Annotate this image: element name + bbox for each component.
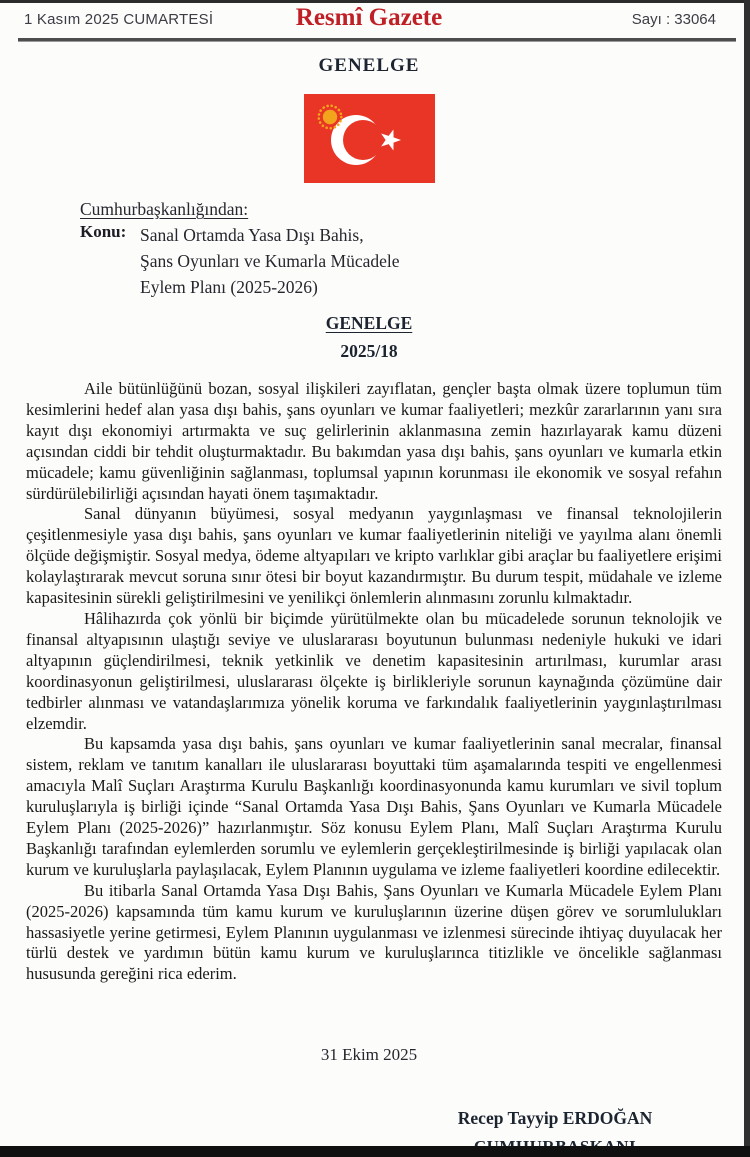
turkish-presidential-flag-icon (304, 94, 435, 183)
paragraph: Aile bütünlüğünü bozan, sosyal ilişkileri zayıflatan, gençler başta olmak üzere toplumun tüm kesimlerini hedef alan yasa dışı bahis, şans oyunları ve kumar faaliyetleri; mezkûr zararlarının yanı sıra kayıt dışı ekonomiyi artırmakta ve suç gelirlerinin aklanmasına zemin hazırlayarak kamu düzeni açısından ciddi bir tehdit oluşturmaktadır. Bu bakımdan yasa dışı bahis, şans oyunları ve kumarla etkin mücadele; kamu güvenliğinin sağlanması, toplumsal yapının korunması ile ekonomik ve sosyal refahın sürdürülebilirliği açısından hayati önem taşımaktadır. (26, 379, 722, 503)
gazette-issue-number: Sayı : 33064 (631, 11, 716, 28)
paragraph: Sanal dünyanın büyümesi, sosyal medyanın yaygınlaşması ve finansal teknolojilerin çeşitlenmesiyle yasa dışı bahis, şans oyunları ve kumar faaliyetlerinin niteliği ve yayılma alanı önemli ölçüde değişmiştir. Sosyal medya, ödeme altyapıları ve kripto varlıklar gibi araçlar bu faaliyetlere erişimi kolaylaştırarak mevcut soruna sınır ötesi bir boyut kazandırmıştır. Bu durum tespit, müdahale ve izleme kapasitesinin sürekli geliştirilmesini ve yenilikçi önlemlerin alınmasını zorunlu kılmaktadır. (26, 504, 722, 608)
scan-border-top (0, 0, 750, 3)
subject-line: Şans Oyunları ve Kumarla Mücadele (140, 251, 400, 271)
signature-date: 31 Ekim 2025 (320, 1045, 418, 1064)
document-heading: GENELGE (318, 55, 420, 76)
masthead-divider (18, 38, 736, 42)
scan-border-right (744, 0, 750, 1157)
paragraph: Bu itibarla Sanal Ortamda Yasa Dışı Bahis, Şans Oyunları ve Kumarla Mücadele Eylem Planı (2025-2026) kapsamında tüm kamu kurum ve kuruluşlarının üzerine düşen görev ve sorumlulukları hassasiyetle yerine getirmesi, Eylem Planının uygulanması ve izlenmesi sürecinde ihtiyaç duyulacak her türlü destek ve yardımın bütün kamu kurum ve kuruluşlarınca titizlikle ve öncelikle sağlanması hususunda gereğini rica ederim. (26, 880, 722, 984)
subject-label: Konu: (80, 222, 127, 241)
circular-body (26, 379, 722, 985)
presidential-sun-icon (323, 110, 337, 124)
crescent-inner (343, 120, 383, 160)
gazette-title: Resmî Gazete (295, 4, 443, 31)
subject-lines (140, 222, 400, 300)
gazette-date: 1 Kasım 2025 CUMARTESİ (24, 11, 214, 28)
scan-border-bottom (0, 1146, 750, 1157)
circular-subheading: GENELGE (325, 313, 413, 333)
subject-line: Sanal Ortamda Yasa Dışı Bahis, (140, 225, 364, 245)
issuing-authority: Cumhurbaşkanlığından: (80, 199, 249, 219)
signature-name: Recep Tayyip ERDOĞAN (457, 1108, 653, 1128)
paragraph: Bu kapsamda yasa dışı bahis, şans oyunları ve kumar faaliyetlerinin sanal mecralar, finansal sistem, reklam ve tanıtım kanalları ile uluslararası boyuttaki tüm aşamalarında tespiti ve engellenmesi amacıyla Malî Suçları Araştırma Kurulu Başkanlığı koordinasyonunda kamu kurumları ve sivil toplum kuruluşlarıyla iş birliği içinde “Sanal Ortamda Yasa Dışı Bahis, Şans Oyunları ve Kumarla Mücadele Eylem Planı (2025-2026)” hazırlanmıştır. Söz konusu Eylem Planı, Malî Suçları Araştırma Kurulu Başkanlığı tarafından eylemlerden sorumlu ve eylemlerin gerçekleştirilmesinde iş birliği yapılacak olan kurum ve kuruluşlarla paylaşılacak, Eylem Planının uygulama ve izleme faaliyetleri koordine edilecektir. (26, 734, 722, 879)
circular-number: 2025/18 (340, 341, 398, 361)
subject-line: Eylem Planı (2025-2026) (140, 277, 318, 297)
paragraph: Hâlihazırda çok yönlü bir biçimde yürütülmekte olan bu mücadelede sorunun teknolojik ve finansal altyapısının ulaştığı seviye ve uluslararası boyutunun bulunması nedeniyle hukuki ve idari altyapının güçlendirilmesi, teknik yetkinlik ve denetim kapasitesinin artırılması, kurumlar arası koordinasyonun geliştirilmesi, uluslararası ölçekte iş birlikleriyle sorunun kaynağında çözümüne dair tedbirler alınması ve vatandaşlarımıza yönelik koruma ve farkındalık faaliyetlerinin yaygınlaştırılması elzemdir. (26, 608, 722, 733)
